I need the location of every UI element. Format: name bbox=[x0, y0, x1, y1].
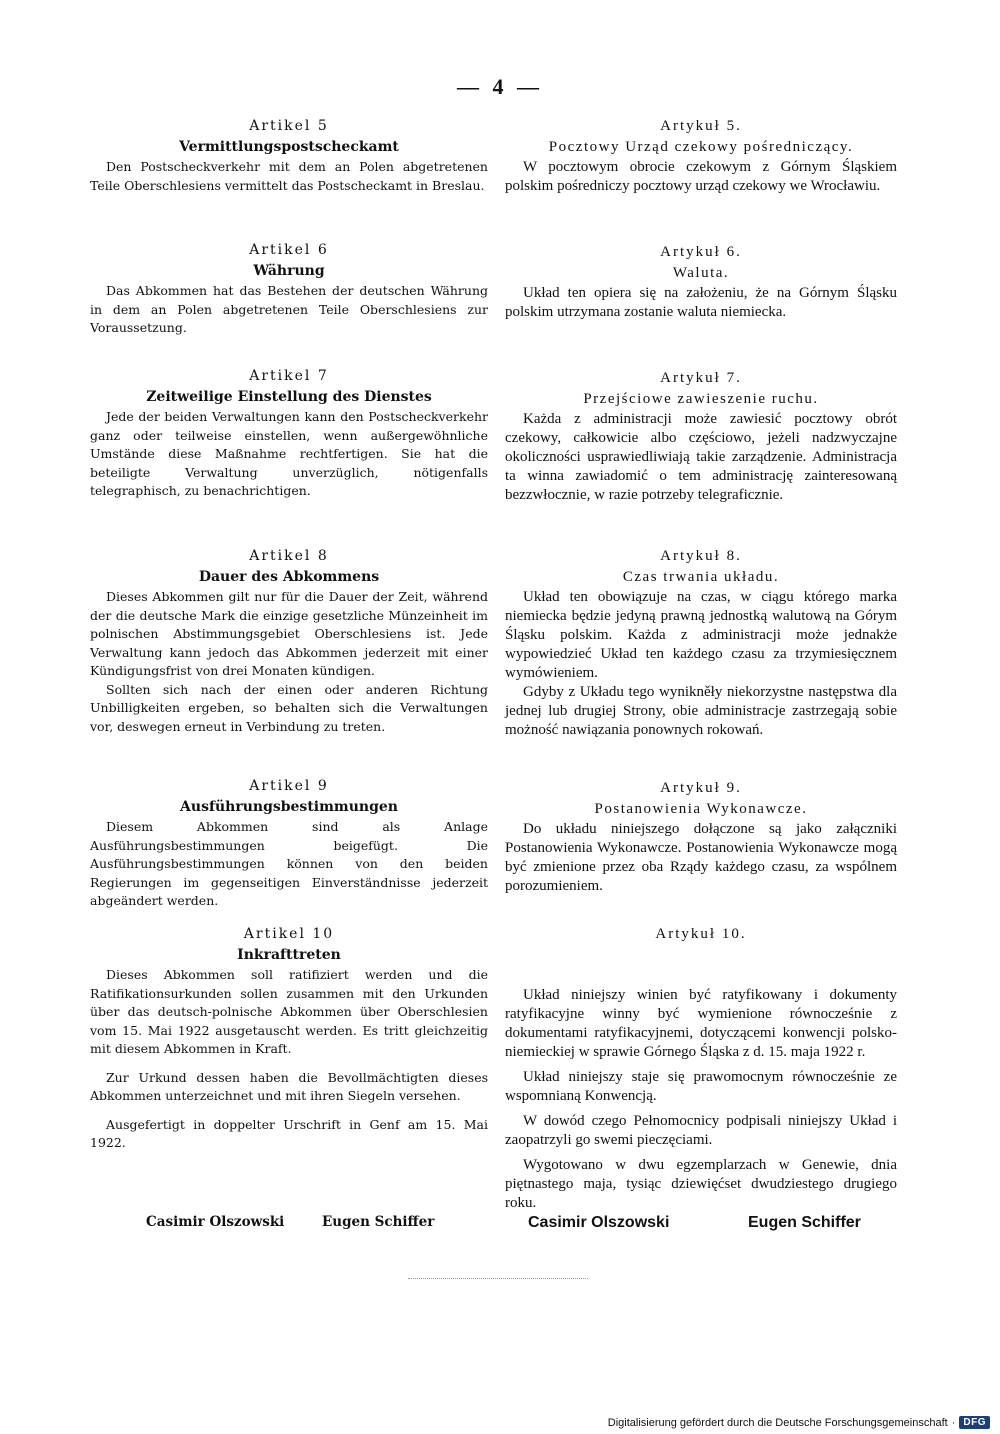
page-number: — 4 — bbox=[457, 74, 543, 99]
paragraph: Jede der beiden Verwaltungen kann den Postscheckverkehr ganz oder teilweise einstellen, wenn außergewöhnliche Umstände diese Maßnahme rechtfertigen. Sie hat die beteiligte Verwaltung unverzüglich, nötigenfalls telegraphisch, zu benachrichtigen. bbox=[90, 409, 488, 498]
paragraph: W dowód czego Pełnomocnicy podpisali niniejszy Układ i zaopatrzyli go swemi pieczęciami. bbox=[505, 1113, 897, 1148]
dfg-logo-icon: DFG bbox=[959, 1416, 990, 1429]
article-title: Czas trwania układu. bbox=[622, 569, 780, 585]
article-title: Przejściowe zawieszenie ruchu. bbox=[583, 391, 819, 407]
article-label: Artikel 5 bbox=[249, 118, 329, 134]
article-label: Artykuł 6. bbox=[660, 244, 742, 260]
paragraph: Każda z administracji może zawiesić pocztowy obrót czekowy, całkowicie albo częściowo, jeżeli nadzwyczajne okoliczności usprawiedliwiają takie zarządzenie. Administracja ta winna zawiadomić o tem administrację zainteresowaną bezzwłocznie, w razie potrzeby telegraficznie. bbox=[505, 411, 897, 503]
article-text bbox=[505, 588, 897, 740]
article-de-6 bbox=[90, 240, 488, 338]
paragraph: Diesem Abkommen sind als Anlage Ausführungsbestimmungen beigefügt. Die Ausführungsbestimmungen können von den beiden Regierungen im gegenseitigen Einverständnisse jederzeit abgeändert werden. bbox=[90, 819, 488, 908]
article-text bbox=[505, 986, 897, 1213]
article-label: Artykuł 8. bbox=[660, 548, 742, 564]
paragraph: Dieses Abkommen gilt nur für die Dauer der Zeit, während der die deutsche Mark die einzige gesetzliche Münzeinheit im polnischen Abstimmungsgebiet Oberschlesiens ist. Jede Verwaltung kann jedoch das Abkommen jederzeit mit einer Kündigungsfrist von drei Monaten kündigen. bbox=[90, 589, 488, 678]
separator: · bbox=[951, 1416, 956, 1429]
article-text bbox=[505, 410, 897, 505]
article-text bbox=[90, 966, 488, 1153]
article-label: Artykuł 10. bbox=[655, 926, 747, 942]
article-label: Artikel 9 bbox=[249, 778, 329, 794]
article-title: Inkrafttreten bbox=[237, 947, 341, 963]
paragraph: Układ niniejszy staje się prawomocnym równocześnie ze wspomnianą Konwencją. bbox=[505, 1069, 897, 1104]
article-de-8 bbox=[90, 546, 488, 736]
paragraph: Do układu niniejszego dołączone są jako załączniki Postanowienia Wykonawcze. Postanowienia Wykonawcze mogą być zmienione przez oba Rządy każdego czasu, za wspólnem porozumieniem. bbox=[505, 821, 897, 894]
article-pl-6 bbox=[505, 242, 897, 322]
article-de-9 bbox=[90, 776, 488, 911]
article-pl-5 bbox=[505, 116, 897, 196]
paragraph: Układ ten obowiązuje na czas, w ciągu którego marka niemiecka będzie jedyną prawną jednostką walutową na Górym Śląsku polskim. Każda z administracji może jednakże wypowiedzieć Układ ten każdego czasu za trzymiesięcznem wymówieniem. bbox=[505, 589, 897, 681]
article-text bbox=[505, 158, 897, 196]
article-label: Artykuł 7. bbox=[660, 370, 742, 386]
article-text bbox=[90, 588, 488, 736]
paragraph: Das Abkommen hat das Bestehen der deutschen Währung in dem an Polen abgetretenen Teile Oberschlesiens zur Voraussetzung. bbox=[90, 283, 488, 335]
article-title: Dauer des Abkommens bbox=[198, 569, 380, 585]
paragraph: Układ ten opiera się na założeniu, że na Górnym Śląsku polskim utrzymana zostanie waluta niemiecka. bbox=[505, 285, 897, 320]
article-label: Artykuł 9. bbox=[660, 780, 742, 796]
paragraph: W pocztowym obrocie czekowym z Górnym Śląskiem polskim pośredniczy pocztowy urząd czekowy we Wrocławiu. bbox=[505, 159, 897, 194]
article-label: Artikel 7 bbox=[249, 368, 329, 384]
footer bbox=[608, 1416, 990, 1429]
signature-de-schiffer: Eugen Schiffer bbox=[322, 1214, 435, 1230]
article-title: Währung bbox=[253, 263, 325, 279]
article-title: Postanowienia Wykonawcze. bbox=[594, 801, 808, 817]
article-title: Ausführungsbestimmungen bbox=[180, 799, 398, 815]
article-label: Artikel 6 bbox=[249, 242, 329, 258]
paragraph: Den Postscheckverkehr mit dem an Polen abgetretenen Teile Oberschlesiens vermittelt das Postscheckamt in Breslau. bbox=[90, 159, 488, 193]
paragraph: Dieses Abkommen soll ratifiziert werden und die Ratifikationsurkunden sollen zusammen mit den Urkunden über das deutsch-polnische Abkommen über Oberschlesien vom 15. Mai 1922 ausgetauscht werden. Es tritt gleichzeitig mit diesem Abkommen in Kraft. bbox=[90, 967, 488, 1056]
paragraph: Sollten sich nach der einen oder anderen Richtung Unbilligkeiten ergeben, so behalten sich die Verwaltungen vor, deswegen erneut in Verbindung zu treten. bbox=[90, 681, 488, 734]
article-title: Zeitweilige Einstellung des Dienstes bbox=[146, 389, 432, 405]
article-de-7 bbox=[90, 366, 488, 501]
article-pl-9 bbox=[505, 778, 897, 896]
article-title: Pocztowy Urząd czekowy pośredniczący. bbox=[548, 139, 854, 155]
article-de-5 bbox=[90, 116, 488, 195]
signature-de-olszowski: Casimir Olszowski bbox=[146, 1214, 285, 1230]
article-label: Artikel 8 bbox=[249, 548, 329, 564]
article-text bbox=[505, 820, 897, 896]
paragraph: Zur Urkund dessen haben die Bevollmächtigten dieses Abkommen unterzeichnet und mit ihren Siegeln versehen. bbox=[90, 1069, 488, 1103]
article-text bbox=[90, 282, 488, 338]
article-text bbox=[90, 158, 488, 195]
paragraph: Układ niniejszy winien być ratyfikowany i dokumenty ratyfikacyjne winny być wymienione równocześnie z dokumentami ratyfikacyjnemi, dotyczącemi konwencji polsko-niemieckiej w sprawie Górnego Śląska z d. 15. maja 1922 r. bbox=[505, 987, 897, 1060]
article-pl-8 bbox=[505, 546, 897, 740]
article-label: Artykuł 5. bbox=[660, 118, 742, 134]
article-text bbox=[505, 284, 897, 322]
article-text bbox=[90, 408, 488, 501]
paragraph: Wygotowano w dwu egzemplarzach w Genewie, dnia piętnastego maja, tysiąc dziewięćset dwudziestego drugiego roku. bbox=[505, 1157, 897, 1211]
article-label: Artikel 10 bbox=[243, 926, 335, 942]
paragraph: Gdyby z Układu tego wynikněły niekorzystne następstwa dla jednej lub drugiej Strony, obie administracje zastrzegają sobie możność nawiązania ponownych rokowań. bbox=[505, 684, 897, 738]
footer-credit: Digitalisierung gefördert durch die Deutsche Forschungsgemeinschaft bbox=[607, 1416, 948, 1429]
article-title: Vermittlungspostscheckamt bbox=[179, 139, 399, 155]
divider bbox=[408, 1278, 588, 1279]
article-de-10 bbox=[90, 924, 488, 1153]
article-pl-7 bbox=[505, 368, 897, 505]
signature-pl-olszowski: Casimir Olszowski bbox=[528, 1214, 670, 1231]
article-pl-10 bbox=[505, 924, 897, 1213]
signature-pl-schiffer: Eugen Schiffer bbox=[748, 1214, 861, 1231]
article-title bbox=[505, 944, 897, 966]
article-text bbox=[90, 818, 488, 911]
article-title: Waluta. bbox=[672, 265, 730, 281]
paragraph: Ausgefertigt in doppelter Urschrift in Genf am 15. Mai 1922. bbox=[90, 1116, 488, 1150]
